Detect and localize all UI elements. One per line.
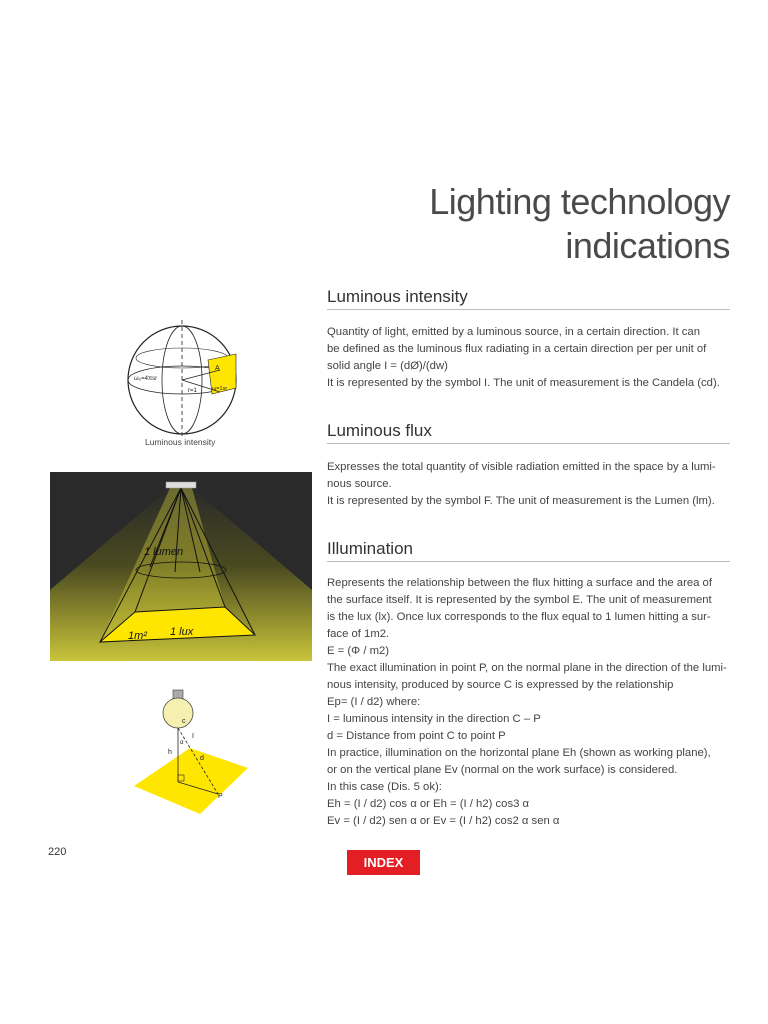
text-line: is the lux (lx). Once lux corresponds to the flux equal to 1 lumen hitting a sur- <box>327 611 711 623</box>
index-button[interactable]: INDEX <box>347 850 420 875</box>
cone-label-lux: 1 lux <box>170 626 194 638</box>
lamp-label-i: I <box>192 733 194 740</box>
text-line: Represents the relationship between the flux hitting a surface and the area of <box>327 577 712 589</box>
text-line: In this case (Dis. 5 ok): <box>327 781 442 793</box>
text-line: solid angle I = (dØ)/(dw) <box>327 360 448 372</box>
title-line-2: indications <box>565 225 730 266</box>
text-line: Expresses the total quantity of visible radiation emitted in the space by a lumi- <box>327 461 716 473</box>
paragraph-luminous-flux <box>327 459 732 510</box>
sphere-diagram <box>120 318 245 438</box>
text-line: nous source. <box>327 478 392 490</box>
text-line: I = luminous intensity in the direction C – P <box>327 713 541 725</box>
text-line: E = (Φ / m2) <box>327 645 390 657</box>
sphere-label-a: A <box>215 365 220 372</box>
lamp-point-diagram <box>130 688 270 818</box>
text-line: It is represented by the symbol I. The unit of measurement is the Candela (cd). <box>327 377 720 389</box>
text-line: nous intensity, produced by source C is expressed by the relationship <box>327 679 674 691</box>
text-line: It is represented by the symbol F. The unit of measurement is the Lumen (lm). <box>327 495 715 507</box>
text-line: face of 1m2. <box>327 628 390 640</box>
text-line: be defined as the luminous flux radiating in a certain direction per per unit of <box>327 343 707 355</box>
cone-label-lumen: 1 lumen <box>144 546 184 558</box>
cone-label-area: 1m² <box>128 630 147 642</box>
heading-illumination: Illumination <box>327 539 730 562</box>
lamp-label-h: h <box>168 749 172 756</box>
text-line: the surface itself. It is represented by the symbol E. The unit of measurement <box>327 594 712 606</box>
text-line: In practice, illumination on the horizontal plane Eh (shown as working plane), <box>327 747 711 759</box>
text-line: Ep= (I / d2) where: <box>327 696 421 708</box>
heading-luminous-intensity: Luminous intensity <box>327 287 730 310</box>
heading-luminous-flux: Luminous flux <box>327 421 730 444</box>
lumen-cone-diagram <box>50 472 312 661</box>
page-title <box>429 180 730 268</box>
text-line: Ev = (I / d2) sen α or Ev = (I / h2) cos2 α sen α <box>327 815 560 827</box>
lamp-label-alpha: α <box>180 740 184 746</box>
page-number: 220 <box>48 846 67 858</box>
sphere-label-r: r=1 <box>188 388 197 394</box>
sphere-label-omega: ω₀=4πsr <box>134 376 158 382</box>
text-line: or on the vertical plane Ev (normal on the work surface) is considered. <box>327 764 678 776</box>
sphere-label-small: ω=1sr <box>212 386 228 392</box>
text-line: Quantity of light, emitted by a luminous source, in a certain direction. It can <box>327 326 700 338</box>
lamp-label-c: c <box>182 718 186 725</box>
lamp-label-p: P <box>218 793 223 800</box>
lamp-label-d: d <box>200 755 204 762</box>
text-line: d = Distance from point C to point P <box>327 730 506 742</box>
title-line-1: Lighting technology <box>429 181 730 222</box>
text-line: The exact illumination in point P, on the normal plane in the direction of the lumi- <box>327 662 727 674</box>
paragraph-luminous-intensity <box>327 324 732 392</box>
text-line: Eh = (I / d2) cos α or Eh = (I / h2) cos3 α <box>327 798 530 810</box>
sphere-caption: Luminous intensity <box>145 437 216 447</box>
paragraph-illumination <box>327 575 732 830</box>
